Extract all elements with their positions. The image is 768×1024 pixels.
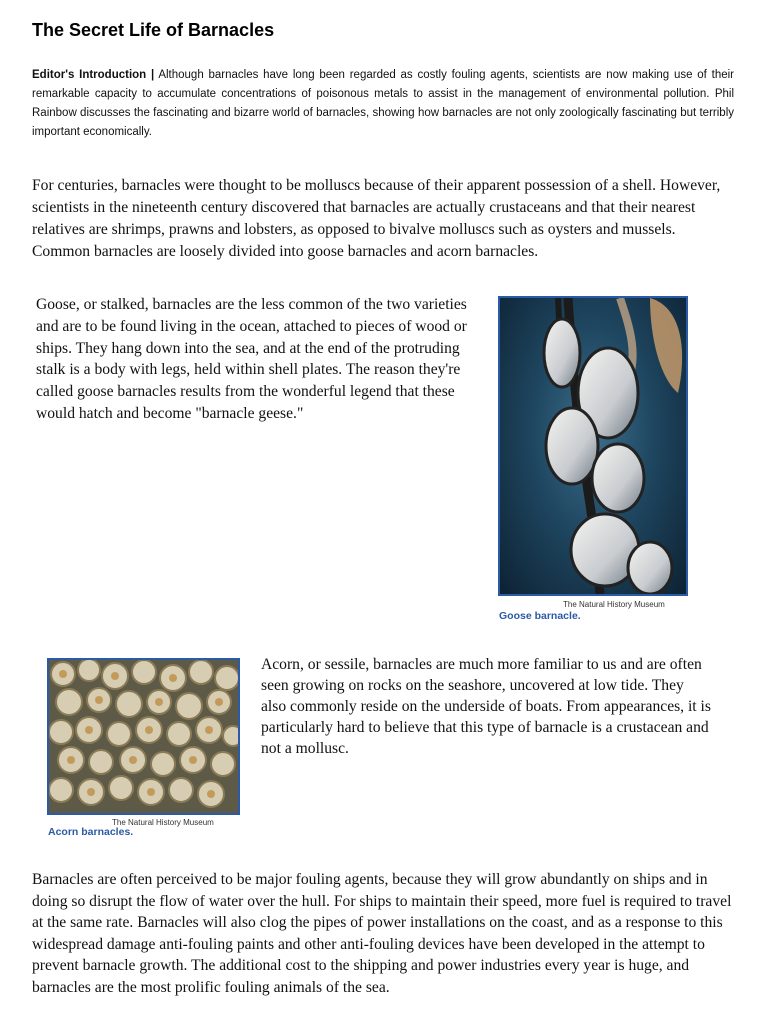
paragraph-acorn: Acorn, or sessile, barnacles are much more familiar to us and are often seen growing on rocks on the seashore, uncovered at low tide. They also commonly reside on the underside of boats. From appearances, it is particularly hard to believe that this type of barnacle is a crustacean and not a mollusc. <box>261 656 711 757</box>
intro-lead: Editor's Introduction | <box>32 69 155 81</box>
acorn-barnacles-photo <box>47 658 240 815</box>
goose-barnacle-illustration <box>500 298 686 594</box>
paragraph-fouling: Barnacles are often perceived to be major fouling agents, because they will grow abundantly on ships and in doing so disrupt the flow of water over the hull. For ships to maintain their speed, more fuel is required to travel at the same rate. Barnacles will also clog the pipes of power installations on the coast, and as a response to this widespread damage anti-fouling paints and other anti-fouling devices have been developed in the attempt to prevent barnacle growth. The additional cost to the shipping and power industries every year is huge, and barnacles are the most prolific fouling animals of the sea. <box>32 871 732 996</box>
goose-photo-credit: The Natural History Museum <box>563 600 665 609</box>
paragraph-goose: Goose, or stalked, barnacles are the less common of the two varieties and are to be found living in the ocean, attached to pieces of wood or ships. They hang down into the sea, and at the end of the protruding stalk is a body with legs, held within shell plates. The reason they're called goose barnacles results from the wonderful legend that these would hatch and become "barnacle geese." <box>36 296 467 422</box>
acorn-photo-credit: The Natural History Museum <box>112 818 214 827</box>
acorn-barnacles-illustration <box>49 660 238 813</box>
paragraph-1: For centuries, barnacles were thought to be molluscs because of their apparent possession of a shell. However, scientists in the nineteenth century discovered that barnacles are actually crustaceans and that their nearest relatives are shrimps, prawns and lobsters, as opposed to bivalve molluscs such as oysters and mussels. Common barnacles are loosely divided into goose barnacles and acorn barnacles. <box>32 177 721 260</box>
goose-barnacle-photo <box>498 296 688 596</box>
editors-introduction <box>32 66 734 142</box>
goose-photo-caption: Goose barnacle. <box>499 610 581 622</box>
acorn-photo-caption: Acorn barnacles. <box>48 826 134 838</box>
intro-text: Although barnacles have long been regarded as costly fouling agents, scientists are now making use of their remarkable capacity to accumulate concentrations of poisonous metals to assist in the management of environmental pollution. Phil Rainbow discusses the fascinating and bizarre world of barnacles, showing how barnacles are not only zoologically fascinating but terribly important economically. <box>32 69 734 138</box>
article-title: The Secret Life of Barnacles <box>32 20 275 40</box>
